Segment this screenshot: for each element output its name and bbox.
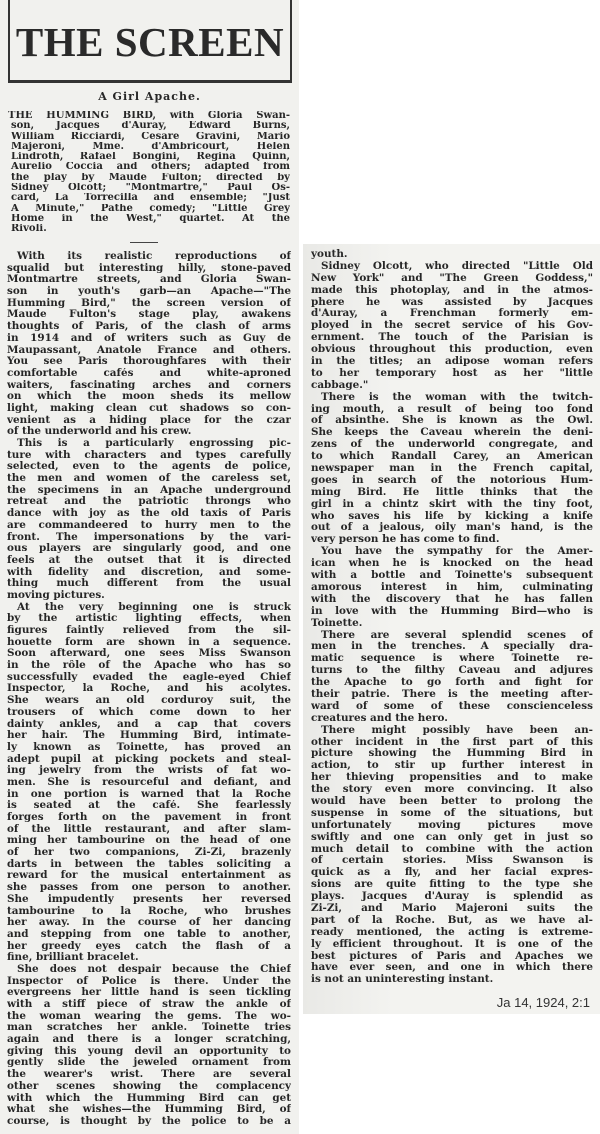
text-line: picture showing the Humming Bird in — [311, 748, 593, 760]
text-line: comfortable cafés and white-aproned — [7, 367, 291, 379]
text-line: with the discovery that he has fallen — [311, 593, 593, 605]
text-line: men. She is resourceful and defiant, and — [7, 776, 291, 788]
article-paragraph — [7, 438, 291, 602]
text-line: her hair. The Humming Bird, intimate- — [7, 730, 291, 742]
text-line: cabbage." — [311, 379, 369, 391]
text-line: son in youth's garb—an Apache—"The — [7, 286, 291, 298]
article-paragraph — [311, 249, 593, 261]
text-line: phere he was assisted by Jacques — [311, 296, 593, 308]
text-line: the story even more convincing. It also — [311, 784, 593, 796]
text-line: in the titles; an adipose woman refers — [311, 356, 593, 368]
text-line: quick as a fly, and her facial expres- — [311, 867, 593, 879]
text-line: with which the Humming Bird can get — [7, 1092, 291, 1104]
text-line: the men and women of the careless set, — [7, 473, 291, 485]
text-line: moving pictures. — [7, 589, 105, 601]
text-line: forges forth on the pavement in front — [7, 812, 291, 823]
text-line: selected, even to the agents de police, — [7, 461, 291, 473]
text-line: You see Paris thoroughfares with their — [7, 356, 291, 368]
text-line: amorous interest in him, culminating — [311, 581, 593, 593]
text-line: have ever seen, and one in which there — [311, 962, 593, 974]
credits-line: Lindroth, Rafael Bongini, Regina Quinn, — [11, 152, 290, 163]
article-paragraph — [311, 392, 593, 547]
credits-line: Aurelio Coccia and others; adapted from — [11, 162, 290, 173]
text-line: who saves his life by kicking a knife — [311, 510, 593, 522]
text-line: she passes from one person to another. — [7, 882, 291, 894]
text-line: her away. In the course of her dancing — [7, 917, 291, 929]
text-line: This is a particularly engrossing pic- — [17, 438, 291, 449]
text-line: ing jewelry from the wrists of fat wo- — [7, 765, 291, 777]
text-line: of the underworld and his crew. — [7, 426, 192, 438]
text-line: thoughts of Paris, of the clash of arms — [7, 321, 291, 333]
text-line: turns to the filthy Caveau and adjures — [311, 665, 593, 677]
text-line: darts in between the tables soliciting a — [7, 858, 291, 870]
text-line: adept pupil at picking pockets and steal- — [7, 753, 291, 765]
text-line: in love with the Humming Bird—who is — [311, 605, 593, 617]
text-line: is seated at the café. She fearlessly — [7, 800, 291, 812]
text-line: what she wishes—the Humming Bird, of — [7, 1104, 291, 1116]
text-line: Zi-Zi, and Mario Majeroni suits the — [311, 902, 593, 914]
text-line: in the rôle of the Apache who has so — [7, 660, 291, 672]
text-line: You have the sympathy for the Amer- — [321, 546, 593, 558]
text-line: Inspector of Police is there. Under the — [7, 975, 291, 987]
text-line: With its realistic reproductions of — [17, 251, 291, 262]
credits-line: THE HUMMING BIRD, with Gloria Swan- — [8, 111, 290, 121]
text-line: dance with joy as the old taxis of Paris — [7, 508, 291, 520]
text-line: made this photoplay, and in the atmos- — [311, 284, 593, 296]
text-line: plays. Jacques d'Auray is splendid as — [311, 891, 593, 903]
credits-line: the play by Maude Fulton; directed by — [11, 172, 290, 183]
text-line: ming her tambourine on the head of one — [7, 835, 291, 847]
text-line: ready mentioned, the acting is extreme- — [311, 926, 593, 938]
text-line: of absinthe. She is known as the Owl. — [311, 415, 593, 427]
text-line: in 1914 and of writers such as Guy de — [7, 332, 291, 344]
text-line: d'Auray, a Frenchman formerly em- — [311, 308, 593, 320]
article-right-column — [311, 249, 593, 986]
text-line: Humming Bird," the screen version of — [7, 297, 291, 309]
credits-line: Sidney Olcott; "Montmartre," Paul Os- — [11, 183, 290, 194]
text-line: with a bottle and Toinette's subsequent — [311, 570, 593, 582]
text-line: front. The impersonations by the vari- — [7, 531, 291, 543]
text-line: New York" and "The Green Goddess," — [311, 272, 593, 284]
text-line: and stepping from one table to another, — [7, 928, 291, 940]
text-line: to which Randall Carey, an American — [311, 451, 593, 463]
article-paragraph — [7, 602, 291, 964]
review-headline: A Girl Apache. — [98, 90, 201, 103]
article-paragraph — [311, 261, 593, 392]
text-line: goes in search of the notorious Hum- — [311, 474, 593, 486]
divider-rule — [130, 242, 158, 243]
text-line: ous players are singularly good, and one — [7, 543, 291, 555]
text-line: tambourine to la Roche, who brushes — [7, 905, 291, 917]
text-line: Maude Fulton's stage play, awakens — [7, 309, 291, 321]
text-line: There are several splendid scenes of — [321, 629, 593, 641]
text-line: ican when he is knocked on the head — [311, 558, 593, 570]
text-line: trousers of which come down to her — [7, 706, 291, 718]
text-line: the Apache to go forth and fight for — [311, 677, 593, 689]
text-line: action, to stir up further interest in — [311, 760, 593, 772]
masthead-box — [8, 0, 292, 83]
text-line: evergreens her little hand is seen tickling — [7, 987, 291, 999]
text-line: successfully evaded the eagle-eyed Chief — [7, 671, 291, 683]
text-line: unfortunately moving pictures move — [311, 819, 593, 831]
text-line: waiters, fascinating arches and corners — [7, 379, 291, 391]
credits-line: Home in the West," quartet. At the — [11, 213, 290, 224]
text-line: Sidney Olcott, who directed "Little Old — [321, 260, 593, 272]
text-line: are commandeered to hurry men to the — [7, 519, 291, 531]
text-line: the specimens in an Apache underground — [7, 484, 291, 496]
text-line: ernment. The touch of the Parisian is — [311, 332, 593, 344]
article-left-column — [7, 251, 291, 1128]
text-line: ing mouth, a result of being too fond — [311, 403, 593, 415]
text-line: matic sequence is where Toinette re- — [311, 653, 593, 665]
text-line: feels at the outset that it is directed — [7, 554, 291, 566]
text-line: men in the trenches. A specially dra- — [311, 641, 593, 653]
text-line: ward of some of these conscienceless — [311, 700, 593, 712]
text-line: by the artistic lighting effects, when — [7, 613, 291, 625]
text-line: best pictures of Paris and Apaches we — [311, 950, 593, 962]
text-line: She wears an old corduroy suit, the — [7, 695, 291, 707]
credits-line: card, La Torrecilla and ensemble; "Just — [11, 193, 290, 204]
text-line: light, making clean cut shadows so con- — [7, 402, 291, 414]
text-line: Toinette. — [311, 617, 363, 629]
text-line: obvious throughout this production, even — [311, 344, 593, 356]
text-line: much detail to combine with the action — [311, 843, 593, 855]
text-line: ture with characters and types carefully — [7, 449, 291, 461]
credits-line: A Minute," Pathe comedy; "Little Grey — [11, 203, 290, 214]
text-line: squalid but interesting hilly, stone-paved — [7, 262, 291, 274]
text-line: other scenes showing the complacency — [7, 1080, 291, 1092]
text-line: in one portion is warned that la Roche — [7, 788, 291, 800]
text-line: their patrie. There is the meeting after- — [311, 688, 593, 700]
text-line: man scratches her ankle. Toinette tries — [7, 1022, 291, 1034]
text-line: of the little restaurant, and after slam- — [7, 823, 291, 835]
text-line: figures faintly relieved from the sil- — [7, 625, 291, 636]
text-line: She impudently presents her reversed — [7, 893, 291, 905]
text-line: with a stiff piece of straw the ankle of — [7, 999, 291, 1010]
text-line: again and there is a longer scratching, — [7, 1034, 291, 1046]
credits-line: William Ricciardi, Cesare Gravini, Mario — [11, 131, 290, 142]
text-line: venient as a hiding place for the czar — [7, 414, 291, 426]
text-line: Inspector, la Roche, and his acolytes. — [7, 683, 291, 695]
article-paragraph — [7, 964, 291, 1128]
text-line: dainty ankles, and a cap that covers — [7, 718, 291, 730]
text-line: giving this young devil an opportunity to — [7, 1045, 291, 1057]
text-line: ming Bird. He little thinks that the — [311, 486, 593, 498]
text-line: her thieving propensities and to make — [311, 772, 593, 784]
text-line: ployed in the secret service of his Gov- — [311, 320, 593, 332]
credits-line: Majeroni, Mme. d'Ambricourt, Helen — [11, 141, 290, 152]
text-line: creatures and the hero. — [311, 712, 448, 724]
article-paragraph — [311, 546, 593, 629]
text-line: very person he has come to find. — [311, 534, 500, 546]
text-line: zens of the underworld congregate, and — [311, 439, 593, 451]
text-line: retreat and the patriotic throngs who — [7, 496, 291, 508]
text-line: to her temporary host as her "little — [311, 367, 593, 379]
masthead-title: THE SCREEN — [15, 19, 285, 65]
text-line: is not an uninteresting instant. — [311, 974, 494, 986]
text-line: She keeps the Caveau wherein the deni- — [311, 427, 593, 439]
text-line: youth. — [311, 249, 348, 260]
article-paragraph — [7, 251, 291, 438]
text-line: ly known as Toinette, has proved an — [7, 741, 291, 753]
text-line: newspaper man in the French capital, — [311, 463, 593, 475]
text-line: houette form are shown in a sequence. — [7, 636, 291, 648]
article-paragraph — [311, 630, 593, 725]
credits-line: son, Jacques d'Auray, Edward Burns, — [11, 121, 290, 132]
text-line: Soon afterward, one sees Miss Swanson — [7, 648, 291, 660]
text-line: There is the woman with the twitch- — [321, 391, 593, 403]
text-line: other incident in the first part of this — [311, 736, 593, 748]
citation-date: Ja 14, 1924, 2:1 — [496, 995, 590, 1010]
text-line: the woman wearing the gems. The wo- — [7, 1010, 291, 1022]
text-line: ly efficient throughout. It is one of the — [311, 938, 593, 950]
text-line: sions are quite fitting to the type she — [311, 879, 593, 891]
text-line: would have been better to prolong the — [311, 795, 593, 807]
text-line: She does not despair because the Chief — [17, 963, 291, 975]
article-paragraph — [311, 725, 593, 987]
text-line: At the very beginning one is struck — [17, 601, 291, 613]
text-line: her greedy eyes catch the flash of a — [7, 940, 291, 952]
text-line: part of la Roche. But, as we have al- — [311, 914, 593, 926]
text-line: of her two companions, Zi-Zi, brazenly — [7, 847, 291, 859]
film-credits — [8, 111, 290, 235]
text-line: thing much different from the usual — [7, 578, 291, 590]
text-line: reward for the musical entertainment as — [7, 870, 291, 882]
text-line: with fidelity and discretion, and some- — [7, 566, 291, 578]
text-line: Montmartre streets, and Gloria Swan- — [7, 274, 291, 286]
text-line: There might possibly have been an- — [321, 724, 593, 736]
text-line: on which the moon sheds its mellow — [7, 391, 291, 403]
text-line: Maupassant, Anatole France and others. — [7, 344, 291, 356]
text-line: out of a jealous, oily man's hand, is the — [311, 522, 593, 534]
text-line: fine, brilliant bracelet. — [7, 952, 139, 964]
text-line: suspense in some of the situations, but — [311, 807, 593, 819]
text-line: of certain stories. Miss Swanson is — [311, 855, 593, 867]
text-line: the wearer's wrist. There are several — [7, 1069, 291, 1081]
text-line: course, is thought by the police to be a — [7, 1115, 291, 1127]
text-line: swiftly and one can only get in just so — [311, 831, 593, 843]
text-line: girl in a chintz skirt with the tiny foot, — [311, 498, 593, 510]
credits-line: Rivoli. — [11, 224, 47, 235]
text-line: gently slide the jeweled ornament from — [7, 1057, 291, 1069]
